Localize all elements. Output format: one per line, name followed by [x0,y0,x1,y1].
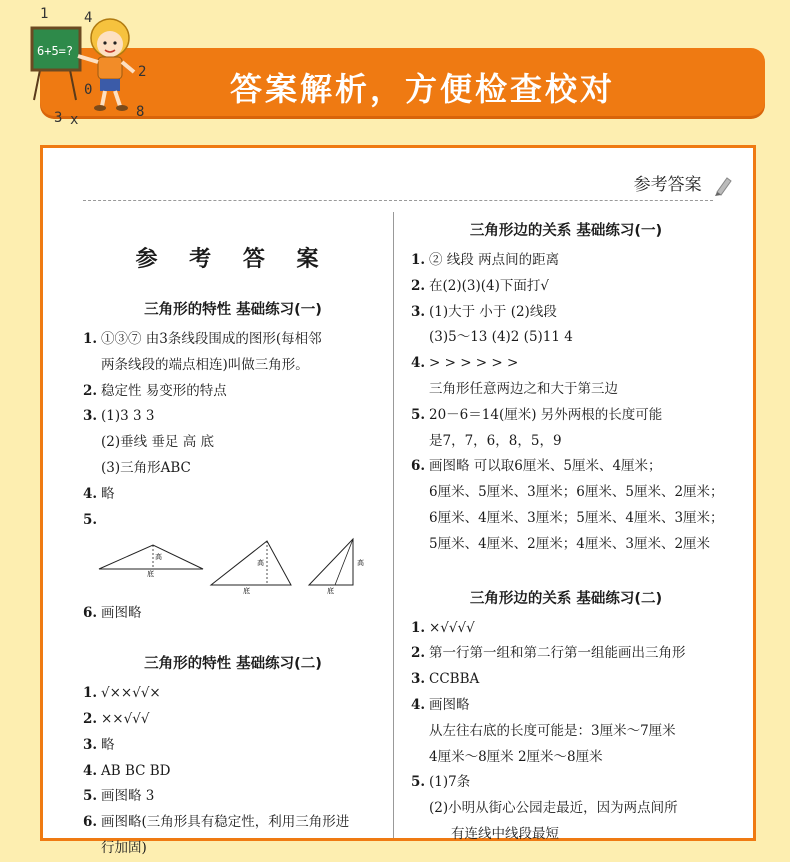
answer-text: 行加固) [101,839,147,856]
item-number: 4. [83,762,98,779]
answer-text: (3)三角形ABC [101,459,191,476]
height-label: 高 [257,559,264,568]
answer-text: (1)7条 [429,774,471,791]
answer-text: 略 [101,736,115,753]
item-number: 2. [411,277,426,294]
item-number: 2. [411,645,426,662]
answer-item [83,508,383,534]
answer-item [83,733,383,759]
item-number: 5. [83,788,98,805]
answer-text: AB BC BD [101,762,171,779]
answer-item [83,810,383,836]
height-label: 高 [155,553,162,562]
acute-triangle-figure [209,537,295,595]
item-number: 2. [83,710,98,727]
base-label: 底 [243,587,250,596]
answer-item [411,454,721,480]
obtuse-triangle-figure [97,537,205,577]
answer-text: 画图略(三角形具有稳定性，利用三角形进 [101,814,350,831]
header-divider [83,200,713,201]
answer-item [83,482,383,508]
answer-text: 画图略 可以取6厘米、5厘米、4厘米； [429,458,662,475]
deco-number: 2 [138,64,147,80]
deco-symbol: x [70,112,79,128]
page-title: 参 考 答 案 [135,246,331,272]
item-number: 5. [83,511,98,528]
header-title: 答案解析，方便检查校对 [229,70,615,108]
answer-text: ② 线段 两点间的距离 [429,252,560,268]
answer-item [411,770,721,796]
deco-number: 8 [136,104,145,120]
answer-text: 第一行第一组和第二行第一组能画出三角形 [429,645,686,662]
item-number: 4. [411,355,426,372]
height-label: 高 [357,559,364,568]
answer-item [83,759,383,785]
answer-item [411,300,721,326]
answer-text: 两条线段的端点相连)叫做三角形。 [101,356,309,373]
answer-text: 画图略 [429,696,470,713]
answer-text: > > > > > > [429,355,519,372]
answer-text: 画图略 3 [101,788,155,805]
section-title: 三角形边的关系 基础练习(一) [469,223,663,239]
answer-item [83,327,383,353]
answer-text: ×√√√√ [429,619,475,636]
deco-number: 1 [40,6,49,22]
answer-item [83,784,383,810]
answer-item [411,693,721,719]
answer-text: 5厘米、4厘米、2厘米；4厘米、3厘米、2厘米 [429,535,711,552]
item-number: 3. [411,671,426,688]
corner-label-text: 参考答案 [633,175,702,195]
answer-text: ①③⑦ 由3条线段围成的图形(每相邻 [101,331,322,347]
answer-text: CCBBA [429,671,480,688]
left-column [83,238,383,862]
chalkboard-icon [32,28,80,100]
item-number: 3. [83,736,98,753]
answer-item [411,403,721,429]
answer-text: 从左往右底的长度可能是：3厘米～7厘米 [429,722,676,739]
deco-number: 3 [54,110,63,126]
answer-text: 略 [101,485,115,502]
item-number: 5. [411,774,426,791]
item-number: 6. [411,458,426,475]
item-number: 6. [83,605,98,622]
answer-text: ××√√√ [101,710,150,727]
section-title: 三角形的特性 基础练习(一) [144,302,322,318]
triangle-figures [83,537,383,596]
answer-item [411,641,721,667]
answer-item [83,681,383,707]
answer-text: 6厘米、4厘米、3厘米；5厘米、4厘米、3厘米； [429,509,724,526]
answer-page [40,145,756,856]
base-label: 底 [147,570,154,578]
column-divider [393,212,394,838]
answer-text: (3)5～13 (4)2 (5)11 4 [429,329,573,346]
answer-text: 是7，7，6，8，5，9 [429,432,562,449]
answer-text: 4厘米～8厘米 2厘米～8厘米 [429,748,603,765]
item-number: 3. [411,303,426,320]
item-number: 1. [411,252,426,268]
answer-text: √××√√× [101,685,161,702]
answer-item [411,274,721,300]
answer-item [411,248,721,274]
deco-number: 0 [84,82,93,98]
answer-text: 20－6＝14(厘米) 另外两根的长度可能 [429,406,663,423]
right-triangle-figure [307,537,371,595]
item-number: 5. [411,406,426,423]
item-number: 1. [83,685,98,702]
answer-text: 在(2)(3)(4)下面打√ [429,277,549,294]
answer-item [83,379,383,405]
answer-text: (2)垂线 垂足 高 底 [101,434,214,451]
answer-item [411,667,721,693]
item-number: 2. [83,382,98,399]
answer-text: 三角形任意两边之和大于第三边 [429,380,618,397]
answer-text: (2)小明从街心公园走最近，因为两点间所 [429,800,678,817]
answer-item [83,601,383,627]
item-number: 4. [411,696,426,713]
answer-text: 稳定性 易变形的特点 [101,382,227,399]
deco-number: 4 [84,10,93,26]
pencil-icon [713,174,733,196]
right-column [411,218,724,848]
answer-text: (1)3 3 3 [101,408,155,425]
answer-item [83,707,383,733]
section-title: 三角形的特性 基础练习(二) [144,656,322,673]
answer-text: (1)大于 小于 (2)线段 [429,303,557,320]
answer-item [83,404,383,430]
corner-label [634,170,733,196]
item-number: 6. [83,814,98,831]
item-number: 1. [411,619,426,636]
item-number: 4. [83,485,98,502]
answer-item [411,351,721,377]
answer-item [411,616,721,642]
section-title: 三角形边的关系 基础练习(二) [469,590,663,607]
answer-text: 有连线中线段最短 [451,825,559,842]
item-number: 3. [83,408,98,425]
answer-text: 6厘米、5厘米、3厘米；6厘米、5厘米、2厘米； [429,484,724,501]
chalkboard-text: 6+5=? [37,44,74,58]
answer-text: 画图略 [101,605,142,622]
item-number: 1. [83,331,98,347]
base-label: 底 [327,587,334,596]
